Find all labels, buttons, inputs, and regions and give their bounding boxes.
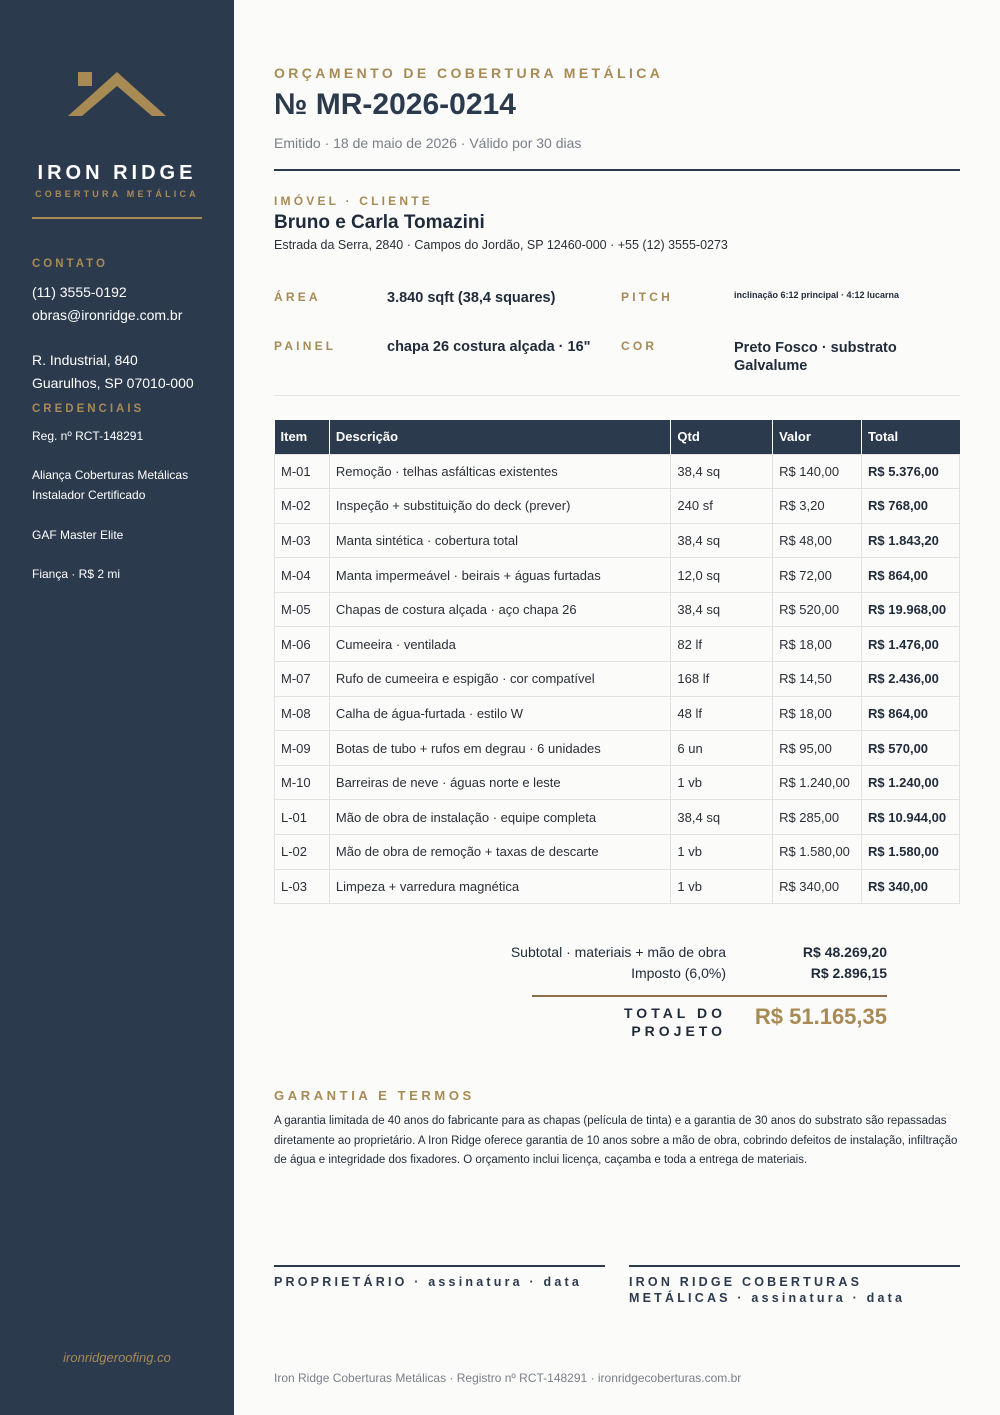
column-header-total: Total xyxy=(862,420,960,454)
cell-quantity: 1 vb xyxy=(671,869,773,904)
cell-quantity: 1 vb xyxy=(671,765,773,800)
pitch-label: PITCH xyxy=(621,290,673,304)
column-header-unit-price: Valor xyxy=(773,420,862,454)
cell-item: L-03 xyxy=(275,869,330,904)
cell-item: M-09 xyxy=(275,731,330,766)
cell-unit-price: R$ 140,00 xyxy=(773,454,862,489)
cell-item: M-06 xyxy=(275,627,330,662)
table-row xyxy=(275,627,960,662)
grand-total-value: R$ 51.165,35 xyxy=(754,1004,887,1029)
issue-meta: Emitido · 18 de maio de 2026 · Válido por 30 dias xyxy=(274,135,582,151)
subtotal-value: R$ 48.269,20 xyxy=(802,944,887,960)
cell-total: R$ 1.580,00 xyxy=(862,835,960,870)
cell-total: R$ 2.436,00 xyxy=(862,662,960,697)
table-row xyxy=(275,662,960,697)
panel-value: chapa 26 costura alçada · 16" xyxy=(387,339,591,355)
cell-item: M-10 xyxy=(275,765,330,800)
cell-quantity: 38,4 sq xyxy=(671,592,773,627)
contact-phone[interactable]: (11) 3555-0192 xyxy=(32,284,127,300)
certification-line-1: Aliança Coberturas Metálicas xyxy=(32,468,189,482)
cell-total: R$ 768,00 xyxy=(862,489,960,524)
client-name: Bruno e Carla Tomazini xyxy=(274,212,485,233)
cell-description: Barreiras de neve · águas norte e leste xyxy=(329,765,671,800)
area-value: 3.840 sqft (38,4 squares) xyxy=(387,290,556,306)
terms-text: A garantia limitada de 40 anos do fabricante para as chapas (película de tinta) e a garantia de 30 anos do substrato são repassadas diretamente ao proprietário. A Iron Ridge oferece garantia de 10 anos sobre a mão de obra, cobrindo defeitos de instalação, infiltração de água e integridade dos fixadores. O orçamento inclui licença, caçamba e toda a entrega de materiais. xyxy=(274,1115,958,1166)
column-header-quantity: Qtd xyxy=(671,420,773,454)
table-row xyxy=(275,454,960,489)
header-divider xyxy=(274,169,960,171)
contact-label: CONTATO xyxy=(32,258,108,270)
cell-description: Mão de obra de remoção + taxas de descarte xyxy=(329,835,671,870)
table-row xyxy=(275,731,960,766)
table-row xyxy=(275,696,960,731)
brand-name: IRON RIDGE xyxy=(37,162,197,184)
roof-logo-icon xyxy=(68,70,166,116)
totals-divider xyxy=(532,995,887,997)
cell-item: M-03 xyxy=(275,523,330,558)
cell-item: M-04 xyxy=(275,558,330,593)
cell-unit-price: R$ 48,00 xyxy=(773,523,862,558)
table-row xyxy=(275,869,960,904)
line-items-table xyxy=(274,420,960,904)
table-row xyxy=(275,523,960,558)
cell-description: Limpeza + varredura magnética xyxy=(329,869,671,904)
registration-number: Reg. nº RCT-148291 xyxy=(32,429,144,443)
owner-signature-line[interactable] xyxy=(274,1265,605,1267)
cell-quantity: 240 sf xyxy=(671,489,773,524)
cell-description: Botas de tubo + rufos em degrau · 6 unidades xyxy=(329,731,671,766)
cell-total: R$ 340,00 xyxy=(862,869,960,904)
cell-unit-price: R$ 3,20 xyxy=(773,489,862,524)
gaf-certification: GAF Master Elite xyxy=(32,528,124,542)
pitch-value: inclinação 6:12 principal · 4:12 lucarna xyxy=(734,290,900,300)
cell-unit-price: R$ 72,00 xyxy=(773,558,862,593)
terms-title: GARANTIA E TERMOS xyxy=(274,1088,475,1103)
cell-description: Cumeeira · ventilada xyxy=(329,627,671,662)
cell-quantity: 38,4 sq xyxy=(671,454,773,489)
tax-label: Imposto (6,0%) xyxy=(631,965,726,981)
column-header-description: Descrição xyxy=(329,420,671,454)
specs-divider xyxy=(274,395,960,396)
company-signature-line[interactable] xyxy=(629,1265,960,1267)
cell-quantity: 38,4 sq xyxy=(671,523,773,558)
cell-total: R$ 570,00 xyxy=(862,731,960,766)
cell-unit-price: R$ 1.240,00 xyxy=(773,765,862,800)
cell-quantity: 1 vb xyxy=(671,835,773,870)
cell-total: R$ 864,00 xyxy=(862,558,960,593)
cell-total: R$ 5.376,00 xyxy=(862,454,960,489)
color-value: Preto Fosco · substrato Galvalume xyxy=(734,340,897,374)
cell-unit-price: R$ 14,50 xyxy=(773,662,862,697)
cell-unit-price: R$ 520,00 xyxy=(773,592,862,627)
cell-total: R$ 10.944,00 xyxy=(862,800,960,835)
cell-quantity: 12,0 sq xyxy=(671,558,773,593)
cell-unit-price: R$ 95,00 xyxy=(773,731,862,766)
cell-description: Mão de obra de instalação · equipe completa xyxy=(329,800,671,835)
certification-line-2: Instalador Certificado xyxy=(32,488,146,502)
cell-total: R$ 1.843,20 xyxy=(862,523,960,558)
cell-total: R$ 864,00 xyxy=(862,696,960,731)
contact-email[interactable]: obras@ironridge.com.br xyxy=(32,307,183,323)
grand-total-label: TOTAL DO PROJETO xyxy=(624,1005,726,1039)
cell-quantity: 6 un xyxy=(671,731,773,766)
color-label: COR xyxy=(621,339,658,353)
cell-unit-price: R$ 1.580,00 xyxy=(773,835,862,870)
cell-description: Remoção · telhas asfálticas existentes xyxy=(329,454,671,489)
cell-description: Rufo de cumeeira e espigão · cor compatível xyxy=(329,662,671,697)
cell-unit-price: R$ 285,00 xyxy=(773,800,862,835)
cell-description: Calha de água-furtada · estilo W xyxy=(329,696,671,731)
panel-label: PAINEL xyxy=(274,339,337,353)
address-line-1: R. Industrial, 840 xyxy=(32,352,138,368)
sidebar xyxy=(0,0,234,1415)
sidebar-website[interactable]: ironridgeroofing.co xyxy=(63,1350,171,1365)
column-header-item: Item xyxy=(275,420,330,454)
cell-total: R$ 19.968,00 xyxy=(862,592,960,627)
document-kicker: ORÇAMENTO DE COBERTURA METÁLICA xyxy=(274,65,664,81)
table-row xyxy=(275,835,960,870)
subtotal-label: Subtotal · materiais + mão de obra xyxy=(510,944,726,960)
cell-description: Inspeção + substituição do deck (prever) xyxy=(329,489,671,524)
client-address: Estrada da Serra, 2840 · Campos do Jordão, SP 12460-000 · +55 (12) 3555-0273 xyxy=(274,238,728,252)
address-line-2: Guarulhos, SP 07010-000 xyxy=(32,375,194,391)
area-label: ÁREA xyxy=(274,290,321,304)
cell-unit-price: R$ 340,00 xyxy=(773,869,862,904)
cell-item: M-08 xyxy=(275,696,330,731)
cell-unit-price: R$ 18,00 xyxy=(773,627,862,662)
cell-total: R$ 1.476,00 xyxy=(862,627,960,662)
table-row xyxy=(275,800,960,835)
cell-quantity: 38,4 sq xyxy=(671,800,773,835)
tax-value: R$ 2.896,15 xyxy=(810,965,887,981)
cell-item: L-02 xyxy=(275,835,330,870)
cell-item: M-05 xyxy=(275,592,330,627)
cell-description: Manta sintética · cobertura total xyxy=(329,523,671,558)
table-row xyxy=(275,489,960,524)
cell-description: Manta impermeável · beirais + águas furtadas xyxy=(329,558,671,593)
table-header-row xyxy=(275,420,960,454)
cell-unit-price: R$ 18,00 xyxy=(773,696,862,731)
bond-amount: Fiança · R$ 2 mi xyxy=(32,567,121,581)
cell-item: M-01 xyxy=(275,454,330,489)
cell-description: Chapas de costura alçada · aço chapa 26 xyxy=(329,592,671,627)
credentials-label: CREDENCIAIS xyxy=(32,403,145,415)
cell-quantity: 168 lf xyxy=(671,662,773,697)
brand-divider xyxy=(32,217,202,219)
table-row xyxy=(275,592,960,627)
cell-quantity: 82 lf xyxy=(671,627,773,662)
quote-number: № MR-2026-0214 xyxy=(274,88,516,121)
table-row xyxy=(275,765,960,800)
table-row xyxy=(275,558,960,593)
owner-signature-label: PROPRIETÁRIO · assinatura · data xyxy=(274,1275,582,1289)
cell-item: M-07 xyxy=(275,662,330,697)
brand-subtitle: COBERTURA METÁLICA xyxy=(35,189,199,199)
cell-item: L-01 xyxy=(275,800,330,835)
company-signature-label: IRON RIDGE COBERTURAS METÁLICAS · assinatura · data xyxy=(629,1275,906,1305)
page-footer: Iron Ridge Coberturas Metálicas · Registro nº RCT-148291 · ironridgecoberturas.com.br xyxy=(274,1371,742,1385)
cell-quantity: 48 lf xyxy=(671,696,773,731)
client-label: IMÓVEL · CLIENTE xyxy=(274,194,433,208)
cell-item: M-02 xyxy=(275,489,330,524)
cell-total: R$ 1.240,00 xyxy=(862,765,960,800)
